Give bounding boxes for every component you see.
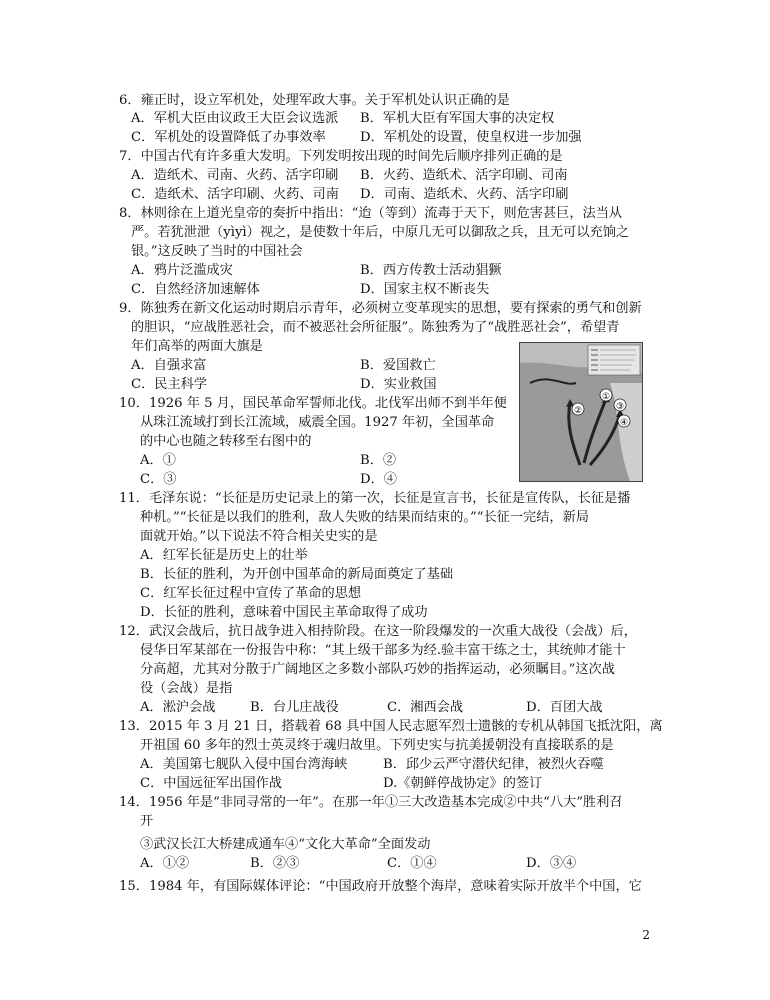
q12-option-b: B．台儿庄战役 bbox=[250, 700, 339, 715]
question-8-stem-3: 银。”这反映了当时的中国社会 bbox=[131, 244, 303, 259]
question-11-stem-1: 11．毛泽东说：“长征是历史记录上的第一次，长征是宣言书，长征是宣传队，长征是播 bbox=[119, 491, 631, 506]
question-15-stem-1: 15．1984 年，有国际媒体评论：“中国政府开放整个海岸，意味着实际开放半个中国，它 bbox=[119, 879, 642, 894]
q6-option-a: A．军机大臣由议政王大臣会议选派 bbox=[131, 111, 339, 126]
question-6-stem: 6．雍正时，设立军机处，处理军政大事。关于军机处认识正确的是 bbox=[119, 93, 510, 108]
question-12-stem-3: 分高超，尤其对分散于广阔地区之多数小部队巧妙的指挥运动，必须瞩目。”这次战 bbox=[140, 662, 615, 677]
question-14-stem-2: 开 bbox=[140, 814, 154, 829]
question-12-stem-2: 侵华日军某部在一份报告中称：“其上级干部多为经.验丰富干练之士，其统帅才能十 bbox=[140, 643, 626, 658]
question-12-stem-4: 役（会战）是指 bbox=[140, 681, 233, 696]
question-8-stem-2: 严。若犹泄泄（yìyì）视之，是使数十年后，中原几无可以御敌之兵，且无可以充饷之 bbox=[131, 225, 630, 240]
q7-option-c: C．造纸术、活字印刷、火药、司南 bbox=[131, 187, 339, 202]
map-label-1: ① bbox=[601, 392, 611, 402]
q12-option-a: A．淞沪会战 bbox=[140, 700, 216, 715]
q11-option-d: D．长征的胜利，意味着中国民主革命取得了成功 bbox=[140, 605, 428, 620]
q7-option-b: B．火药、造纸术、活字印刷、司南 bbox=[360, 168, 568, 183]
question-14-stem-3: ③武汉长江大桥建成通车④“文化大革命”全面发动 bbox=[140, 837, 431, 852]
q9-option-d: D．实业救国 bbox=[360, 377, 437, 392]
q14-option-b: B．②③ bbox=[250, 856, 300, 871]
q7-option-a: A．造纸术、司南、火药、活字印刷 bbox=[131, 168, 339, 183]
q6-option-b: B．军机大臣有军国大事的决定权 bbox=[360, 111, 555, 126]
question-9-stem-2: 的胆识，“应战胜恶社会，而不被恶社会所征服”。陈独秀为了“战胜恶社会”，希望青 bbox=[131, 320, 620, 335]
q13-option-d: D.《朝鲜停战协定》的签订 bbox=[383, 776, 543, 791]
q11-option-c: C．红军长征过程中宣传了革命的思想 bbox=[140, 586, 362, 601]
map-label-2: ② bbox=[573, 406, 583, 416]
q7-option-d: D．司南、造纸术、火药、活字印刷 bbox=[360, 187, 569, 202]
northern-expedition-map bbox=[519, 342, 643, 482]
q12-option-c: C．湘西会战 bbox=[387, 700, 464, 715]
question-10-stem-2: 从珠江流域打到长江流域，威震全国。1927 年初，全国革命 bbox=[140, 415, 495, 430]
question-8-stem-1: 8．林则徐在上道光皇帝的奏折中指出：“迨（等到）流毒于天下，则危害甚巨，法当从 bbox=[119, 206, 623, 221]
q10-option-d: D．④ bbox=[360, 472, 397, 487]
q13-option-c: C．中国远征军出国作战 bbox=[140, 776, 282, 791]
q14-option-a: A．①② bbox=[140, 856, 190, 871]
question-13-stem-2: 开祖国 60 多年的烈士英灵终于魂归故里。下列史实与抗美援朝没有直接联系的是 bbox=[140, 738, 614, 753]
q11-option-b: B．长征的胜利，为开创中国革命的新局面奠定了基础 bbox=[140, 567, 454, 582]
q14-option-c: C．①④ bbox=[387, 856, 437, 871]
q9-option-c: C．民主科学 bbox=[131, 377, 208, 392]
question-10-stem-1: 10．1926 年 5 月，国民革命军誓师北伐。北伐军出师不到半年便 bbox=[119, 396, 507, 411]
q8-option-b: B．西方传教士活动猖獗 bbox=[360, 263, 502, 278]
q10-option-b: B．② bbox=[360, 453, 397, 468]
q8-option-d: D．国家主权不断丧失 bbox=[360, 282, 490, 297]
q9-option-b: B．爱国救亡 bbox=[360, 358, 436, 373]
question-12-stem-1: 12．武汉会战后，抗日战争进入相持阶段。在这一阶段爆发的一次重大战役（会战）后， bbox=[119, 624, 637, 639]
page-number: 2 bbox=[642, 928, 650, 942]
q6-option-c: C．军机处的设置降低了办事效率 bbox=[131, 130, 326, 145]
q10-option-c: C．③ bbox=[140, 472, 177, 487]
question-11-stem-3: 面就开始。”以下说法不符合相关史实的是 bbox=[140, 529, 378, 544]
q6-option-d: D．军机处的设置，使皇权进一步加强 bbox=[360, 130, 582, 145]
map-label-4: ④ bbox=[619, 418, 629, 428]
q12-option-d: D．百团大战 bbox=[526, 700, 603, 715]
question-9-stem-3: 年们高举的两面大旗是 bbox=[131, 339, 263, 354]
question-9-stem-1: 9．陈独秀在新文化运动时期启示青年，必须树立变革现实的思想，要有探索的勇气和创新 bbox=[119, 301, 642, 316]
map-label-3: ③ bbox=[615, 402, 625, 412]
question-13-stem-1: 13．2015 年 3 月 21 日，搭载着 68 具中国人民志愿军烈士遗骸的专机从韩国飞抵沈阳，离 bbox=[119, 719, 663, 734]
question-14-stem-1: 14．1956 年是“非同寻常的一年”。在那一年①三大改造基本完成②中共“八大”胜利召 bbox=[119, 795, 623, 810]
q13-option-a: A．美国第七舰队入侵中国台湾海峡 bbox=[140, 757, 348, 772]
q13-option-b: B．邱少云严守潜伏纪律，被烈火吞噬 bbox=[383, 757, 604, 772]
question-11-stem-2: 种机。”“长征是以我们的胜利，敌人失败的结果而结束的。”“长征一完结，新局 bbox=[140, 510, 589, 525]
question-7-stem: 7．中国古代有许多重大发明。下列发明按出现的时间先后顺序排列正确的是 bbox=[119, 149, 563, 164]
q8-option-c: C．自然经济加速解体 bbox=[131, 282, 260, 297]
map-drawing bbox=[520, 343, 642, 481]
q10-option-a: A．① bbox=[140, 453, 176, 468]
q8-option-a: A．鸦片泛滥成灾 bbox=[131, 263, 233, 278]
q9-option-a: A．自强求富 bbox=[131, 358, 207, 373]
question-10-stem-3: 的中心也随之转移至右图中的 bbox=[140, 434, 312, 449]
q14-option-d: D．③④ bbox=[526, 856, 577, 871]
q11-option-a: A．红军长征是历史上的壮举 bbox=[140, 548, 308, 563]
